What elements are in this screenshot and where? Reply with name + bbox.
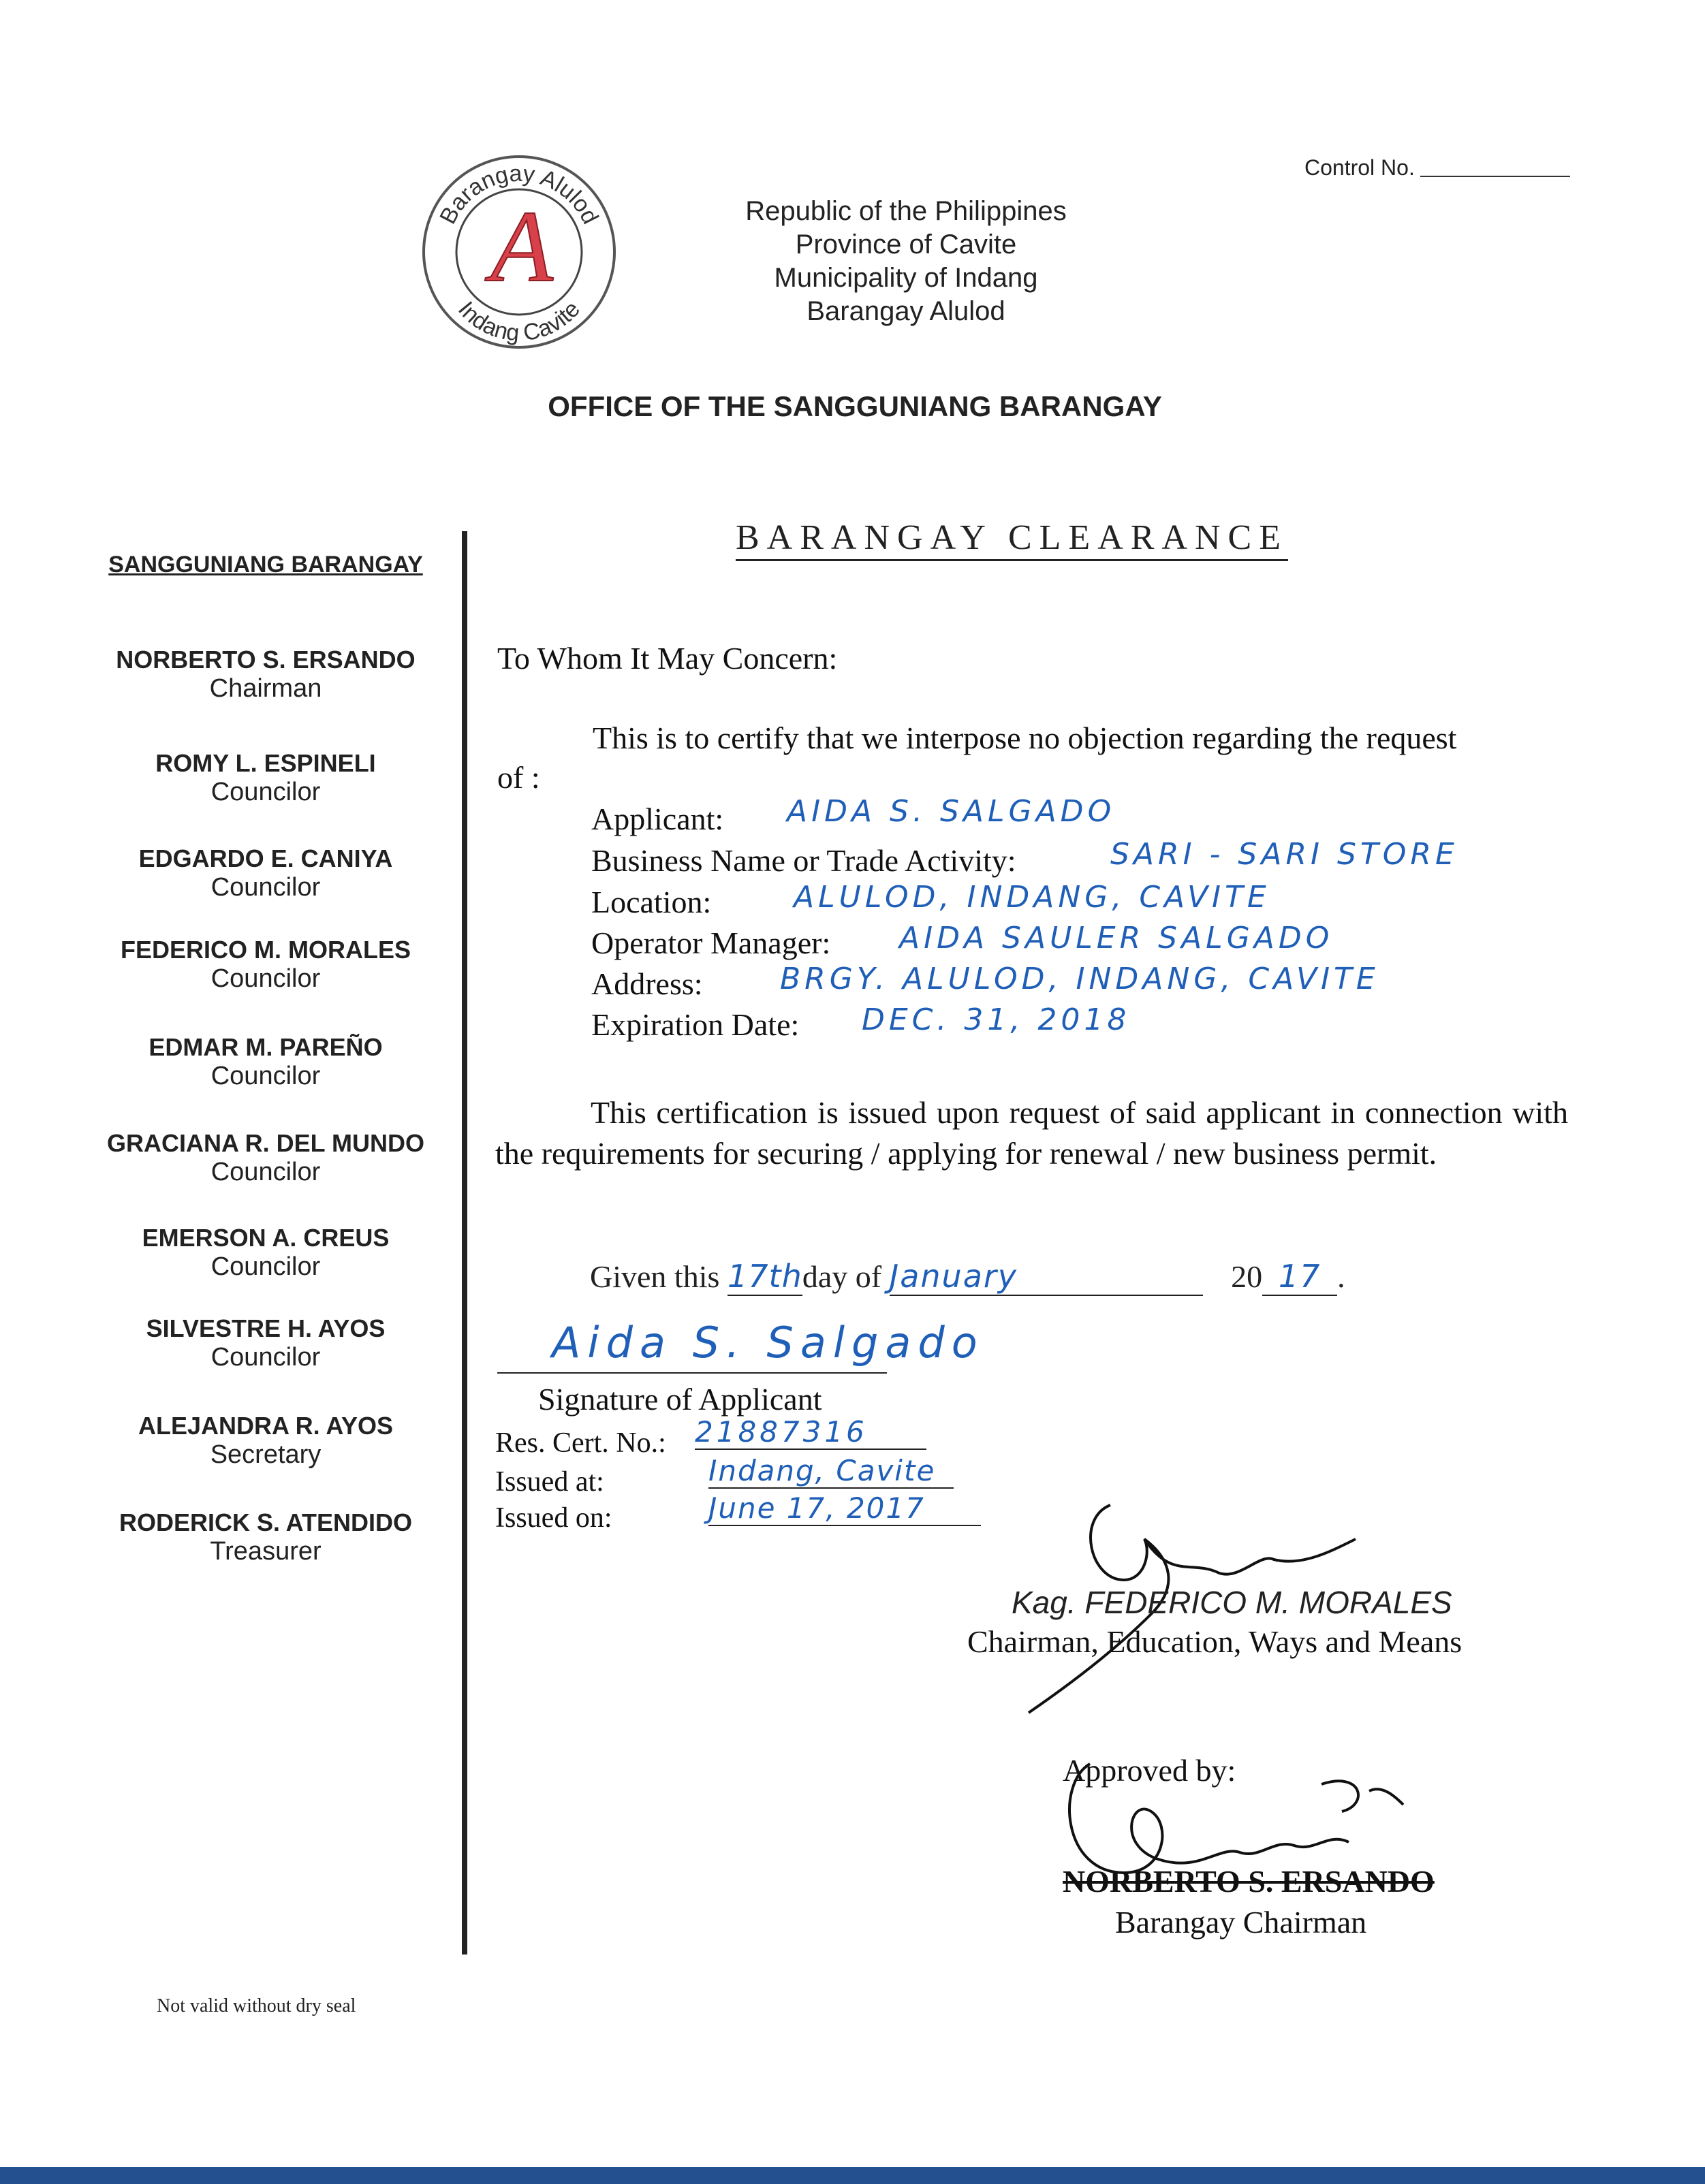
given-month-value: January bbox=[890, 1258, 1203, 1296]
government-header bbox=[633, 195, 1178, 328]
member-name: GRACIANA R. DEL MUNDO bbox=[107, 1129, 424, 1157]
header-barangay: Barangay Alulod bbox=[807, 296, 1005, 326]
field-location-label: Location: bbox=[591, 885, 712, 919]
control-no-line bbox=[1420, 176, 1570, 177]
field-address-label: Address: bbox=[591, 966, 703, 1001]
salutation: To Whom It May Concern: bbox=[497, 641, 838, 676]
member-role: Treasurer bbox=[210, 1537, 322, 1566]
member-secretary bbox=[82, 1412, 450, 1469]
given-year-prefix: 20 bbox=[1231, 1259, 1263, 1294]
field-location-value: ALULOD, INDANG, CAVITE bbox=[794, 880, 1270, 915]
approved-by-label: Approved by: bbox=[1063, 1753, 1236, 1788]
member-name: EDGARDO E. CANIYA bbox=[138, 844, 393, 872]
endorser-name: Kag. FEDERICO M. MORALES bbox=[1012, 1585, 1452, 1620]
svg-text:Indang Cavite: Indang Cavite bbox=[452, 296, 586, 347]
member-role: Councilor bbox=[210, 873, 321, 902]
field-business-label: Business Name or Trade Activity: bbox=[591, 843, 1016, 878]
document-title: BARANGAY CLEARANCE bbox=[736, 518, 1288, 561]
member-role: Councilor bbox=[210, 1158, 321, 1186]
certification-paragraph: This certification is issued upon request of said applicant in connection with the requirements for securing / applying for renewal / new business permit. bbox=[495, 1095, 1568, 1171]
member-role: Councilor bbox=[210, 1252, 321, 1281]
res-cert-no-label: Res. Cert. No.: bbox=[495, 1427, 666, 1459]
member-role: Councilor bbox=[210, 778, 321, 806]
field-business-value: SARI - SARI STORE bbox=[1110, 837, 1458, 872]
chairman-name: NORBERTO S. ERSANDO bbox=[1063, 1864, 1435, 1899]
member-councilor bbox=[82, 936, 450, 993]
member-councilor bbox=[82, 749, 450, 806]
member-councilor bbox=[82, 1033, 450, 1090]
given-prefix: Given this bbox=[590, 1259, 720, 1294]
member-councilor bbox=[82, 1314, 450, 1372]
applicant-signature: Aida S. Salgado bbox=[552, 1318, 984, 1367]
field-applicant-value: AIDA S. SALGADO bbox=[787, 794, 1116, 829]
field-operator-value: AIDA SAULER SALGADO bbox=[899, 921, 1334, 955]
issued-on-value: June 17, 2017 bbox=[708, 1491, 981, 1526]
given-year-value: 17 bbox=[1262, 1258, 1337, 1296]
member-chairman bbox=[82, 646, 450, 703]
field-address-value: BRGY. ALULOD, INDANG, CAVITE bbox=[780, 962, 1379, 996]
member-name: RODERICK S. ATENDIDO bbox=[119, 1508, 412, 1536]
issued-at-value: Indang, Cavite bbox=[708, 1454, 954, 1489]
member-role: Chairman bbox=[209, 674, 322, 703]
given-mid: day of bbox=[802, 1259, 882, 1294]
column-divider bbox=[462, 531, 467, 1954]
barangay-seal-logo bbox=[421, 154, 617, 350]
header-republic: Republic of the Philippines bbox=[745, 196, 1067, 226]
given-date-line bbox=[590, 1258, 1345, 1296]
endorser-title: Chairman, Education, Ways and Means bbox=[967, 1624, 1462, 1659]
member-role: Councilor bbox=[210, 1062, 321, 1090]
scan-bottom-edge bbox=[0, 2167, 1705, 2184]
member-name: EDMAR M. PAREÑO bbox=[148, 1033, 383, 1061]
signature-line bbox=[497, 1372, 887, 1374]
certify-text: This is to certify that we interpose no objection regarding the request bbox=[593, 721, 1457, 755]
member-councilor bbox=[82, 844, 450, 902]
certify-text-of: of : bbox=[497, 760, 540, 795]
res-cert-no-value: 21887316 bbox=[695, 1415, 926, 1450]
issued-on-label: Issued on: bbox=[495, 1502, 612, 1534]
member-name: ALEJANDRA R. AYOS bbox=[138, 1412, 394, 1440]
member-name: SILVESTRE H. AYOS bbox=[146, 1314, 386, 1342]
field-expiration-label: Expiration Date: bbox=[591, 1007, 800, 1042]
given-suffix: . bbox=[1337, 1259, 1345, 1294]
member-name: NORBERTO S. ERSANDO bbox=[116, 646, 416, 674]
issued-at-label: Issued at: bbox=[495, 1466, 604, 1498]
signature-label: Signature of Applicant bbox=[538, 1382, 822, 1417]
field-expiration-value: DEC. 31, 2018 bbox=[862, 1002, 1131, 1037]
member-role: Councilor bbox=[210, 1343, 321, 1372]
sidebar-heading: SANGGUNIANG BARANGAY bbox=[108, 552, 423, 577]
member-councilor bbox=[82, 1129, 450, 1186]
member-councilor bbox=[82, 1224, 450, 1281]
header-municipality: Municipality of Indang bbox=[774, 263, 1038, 293]
member-role: Councilor bbox=[210, 964, 321, 993]
header-province: Province of Cavite bbox=[795, 230, 1017, 259]
svg-text:A: A bbox=[490, 190, 553, 303]
member-name: EMERSON A. CREUS bbox=[142, 1224, 390, 1252]
office-title: OFFICE OF THE SANGGUNIANG BARANGAY bbox=[548, 390, 1162, 422]
dry-seal-note: Not valid without dry seal bbox=[157, 1995, 356, 2016]
given-day-value: 17th bbox=[728, 1258, 802, 1295]
member-treasurer bbox=[82, 1508, 450, 1566]
member-role: Secretary bbox=[210, 1440, 322, 1469]
control-no-label: Control No. bbox=[1304, 155, 1415, 180]
member-name: ROMY L. ESPINELI bbox=[155, 749, 376, 777]
field-applicant-label: Applicant: bbox=[591, 802, 724, 836]
field-operator-label: Operator Manager: bbox=[591, 925, 831, 960]
chairman-role: Barangay Chairman bbox=[1115, 1905, 1367, 1940]
svg-text:Barangay Alulod: Barangay Alulod bbox=[435, 160, 604, 229]
member-name: FEDERICO M. MORALES bbox=[120, 936, 411, 964]
